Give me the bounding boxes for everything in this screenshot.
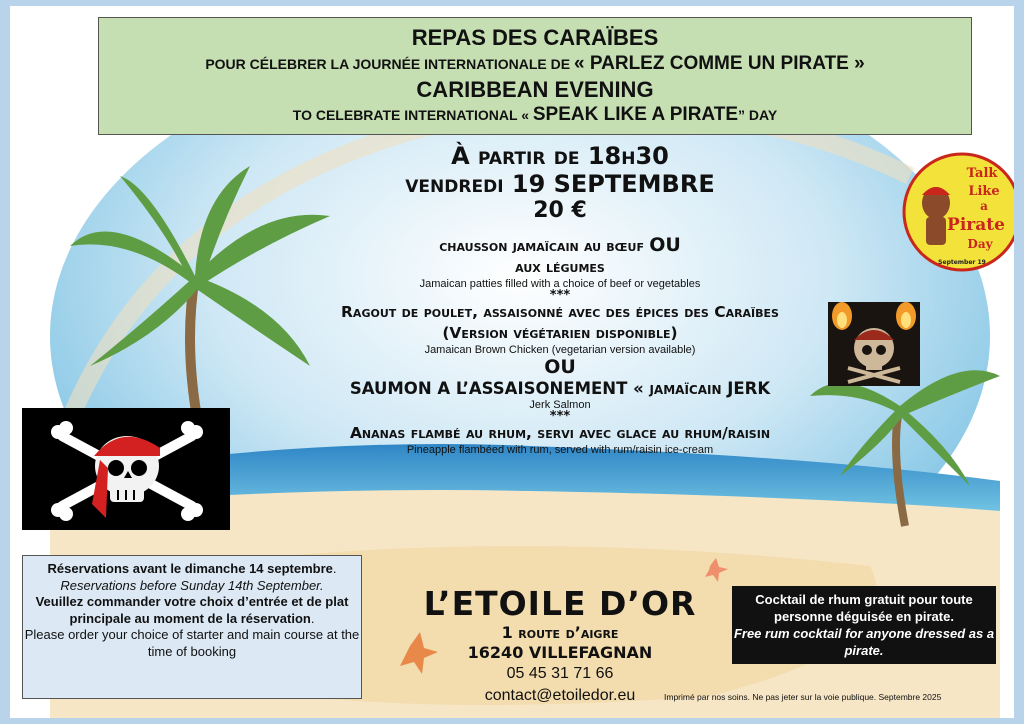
title-banner [98,17,972,135]
restaurant-info [410,584,710,707]
dessert-fr: Ananas flambé au rhum, servi avec glace au rhum/raisin [349,424,771,442]
badge-word-pirate: Pirate [947,215,1005,235]
main1-fr: Ragout de poulet, assaisonné avec des épices des Caraïbes (Version végétarien disponible) [341,303,779,342]
badge-word-a: a [980,199,988,213]
subtitle-fr: POUR CÉLEBRER LA JOURNÉE INTERNATIONALE DE « PARLEZ COMME UN PIRATE » [205,53,865,74]
separator: *** [549,409,571,424]
badge-word-talk: Talk [966,166,998,181]
starter-fr-2: aux légumes [515,258,605,276]
jolly-roger-flag [22,408,230,530]
reservation-box [22,555,362,699]
event-price: 20 € [533,198,587,223]
restaurant-phone: 05 45 31 71 66 [506,665,614,682]
order-note-fr: Veuillez commander votre choix d’entrée et de plat principale au moment de la réservation. [35,594,349,626]
event-date: vendredi 19 SEPTEMBRE [405,170,715,198]
cocktail-en: Free rum cocktail for anyone dressed as a pirate. [733,626,995,658]
event-time: À partir de 18h30 [451,142,669,170]
dessert-en: Pineapple flambéed with rum, served with rum/raisin ice-cream [406,444,714,456]
menu [310,235,810,456]
badge-date: September 19 [938,259,986,266]
badge-word-like: Like [968,184,1000,199]
order-note-en: Please order your choice of starter and main course at the time of booking [24,627,360,659]
cocktail-box [732,586,996,664]
footer-note: Imprimé par nos soins. Ne pas jeter sur la voie publique. Septembre 2025 [664,692,942,702]
skull-torches-image [828,302,920,386]
restaurant-email: contact@etoiledor.eu [484,687,636,704]
main2-fr: SAUMON A L’ASSAISONEMENT « jamaïcain JERK [349,379,771,398]
separator: *** [549,288,571,303]
badge-word-day: Day [967,237,993,251]
restaurant-city: 16240 VILLEFAGNAN [467,643,653,662]
talk-like-a-pirate-badge [902,151,1014,273]
reservation-en: Reservations before Sunday 14th September. [60,577,324,593]
restaurant-street: 1 route d’aigre [501,623,619,642]
reservation-fr: Réservations avant le dimanche 14 septembre. [47,561,337,576]
starter-fr: chausson jamaïcain au bœuf OU [439,234,681,256]
title-fr: REPAS DES CARAÏBES [411,25,659,50]
subtitle-en: TO CELEBRATE INTERNATIONAL « SPEAK LIKE A PIRATE” DAY [292,104,778,125]
main-or: OU [544,356,576,378]
event-info [310,142,810,223]
flyer-page [10,6,1014,718]
starter-en: Jamaican patties filled with a choice of beef or vegetables [419,278,701,290]
main2-en: Jerk Salmon [529,399,591,411]
restaurant-name: L’ETOILE D’OR [423,584,697,623]
cocktail-fr: Cocktail de rhum gratuit pour toute personne déguisée en pirate. [755,592,973,624]
main1-en: Jamaican Brown Chicken (vegetarian version available) [424,344,696,356]
title-en: CARIBBEAN EVENING [416,77,654,102]
badge-circle [902,151,1014,273]
